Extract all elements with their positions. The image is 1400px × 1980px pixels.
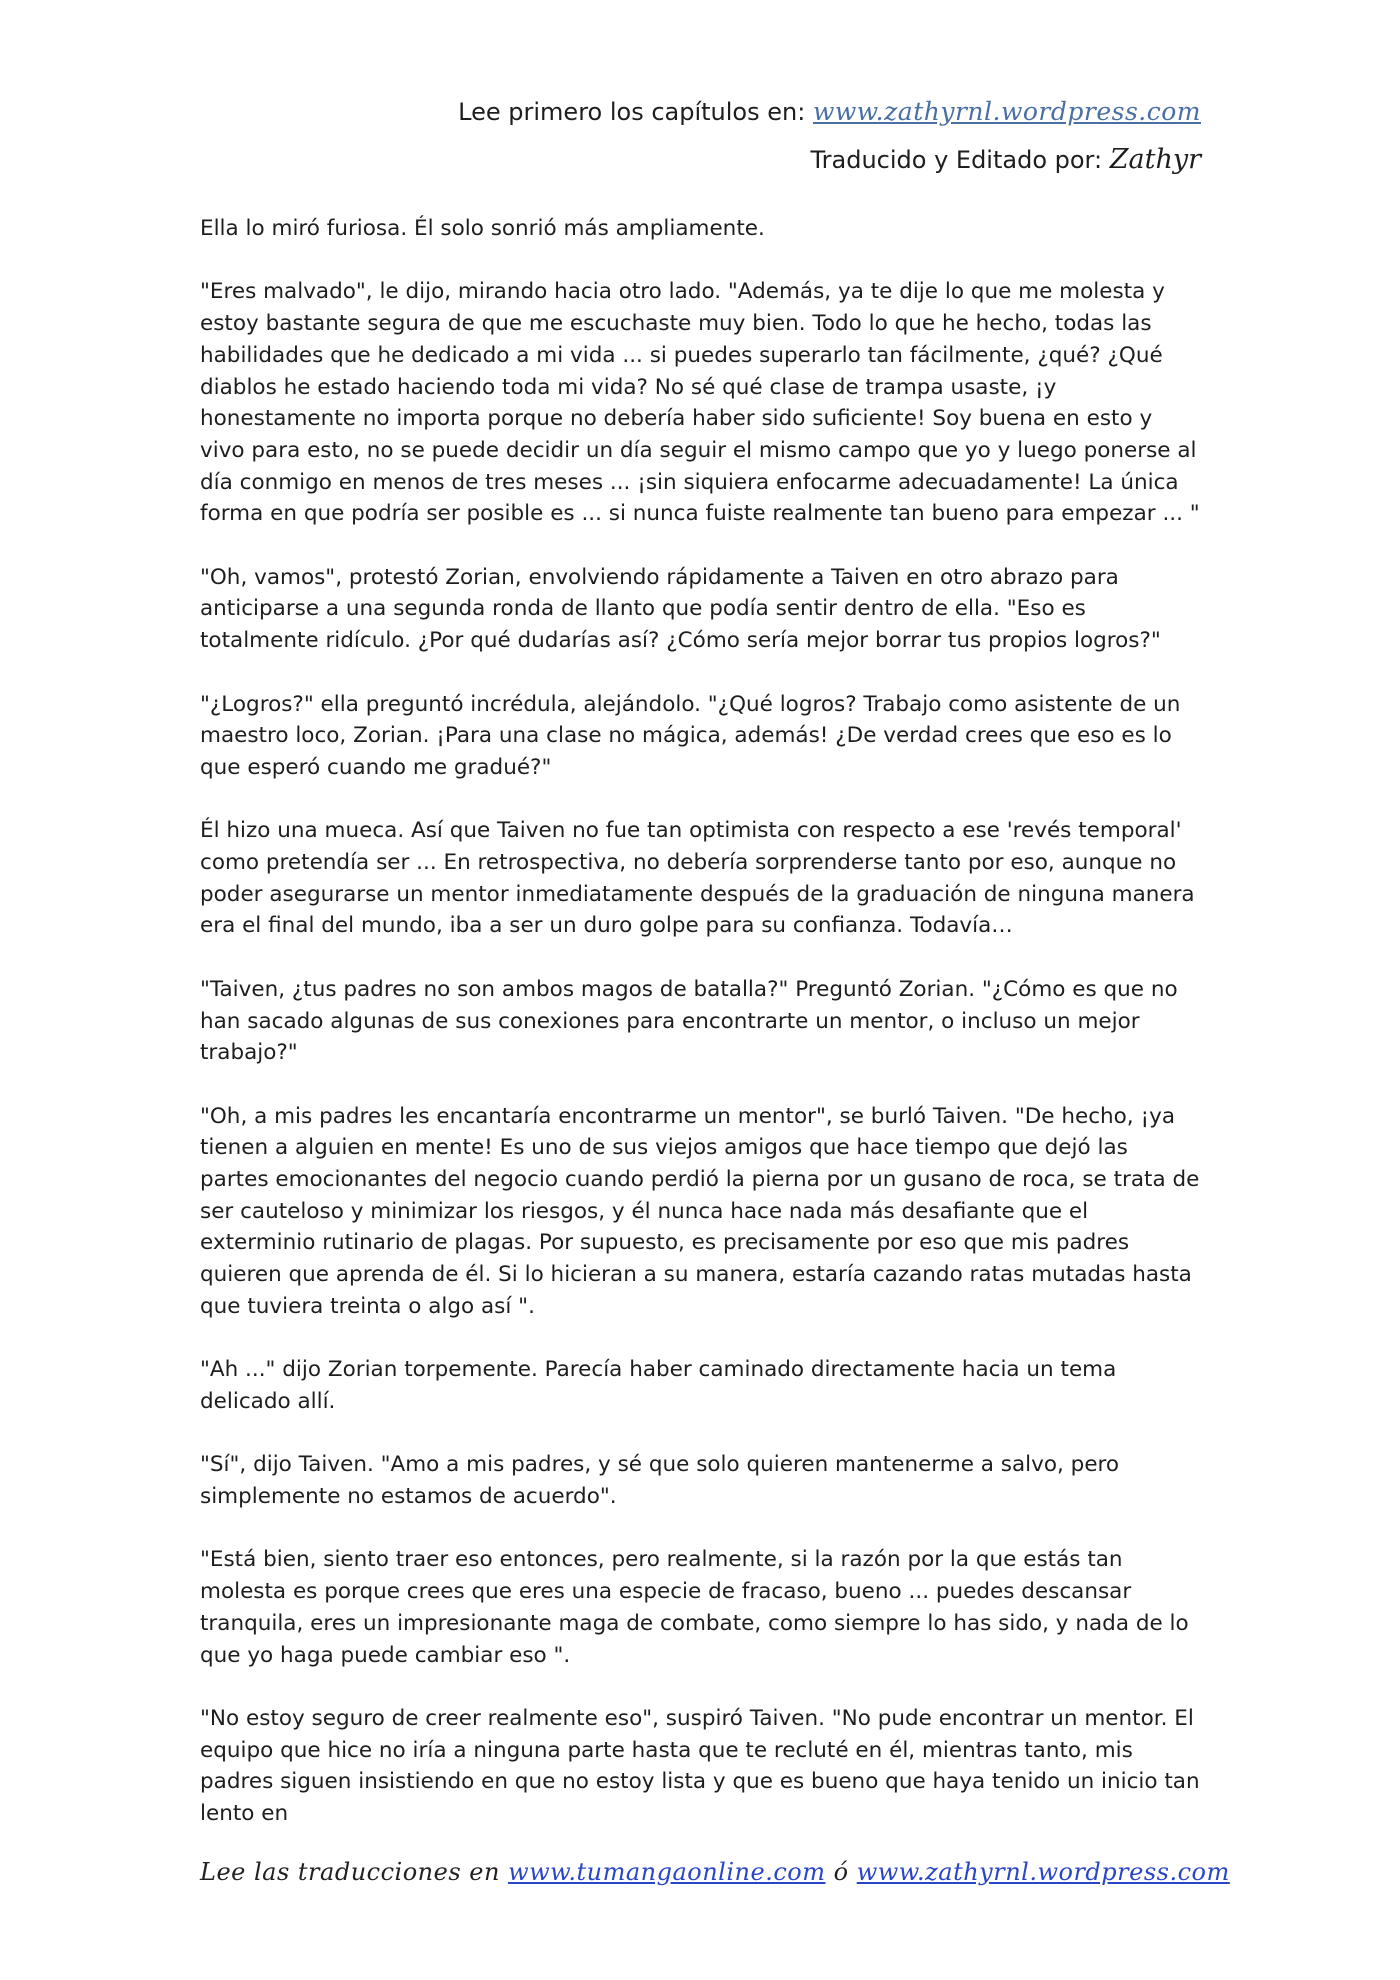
paragraph: "No estoy seguro de creer realmente eso", suspiró Taiven. "No pude encontrar un mentor. El equipo que hice no iría a ninguna parte hasta que te recluté en él, mientras tanto, mis padres siguen insistiendo en que no estoy lista y que es bueno que haya tenido un inicio tan lento en bbox=[200, 1705, 1200, 1826]
read-first-link[interactable]: www.zathyrnl.wordpress.com bbox=[812, 97, 1201, 126]
paragraph: "Ah ..." dijo Zorian torpemente. Parecía haber caminado directamente hacia un tema delicado allí. bbox=[200, 1357, 1117, 1414]
footer-separator: ó bbox=[833, 1858, 849, 1886]
read-first-label: Lee primero los capítulos en: bbox=[458, 98, 806, 126]
paragraph: "Oh, a mis padres les encantaría encontrarme un mentor", se burló Taiven. "De hecho, ¡ya tienen a alguien en mente! Es uno de sus viejos amigos que hace tiempo que dejó las partes emocionantes del negocio cuando perdió la pierna por un gusano de roca, se trata de ser cauteloso y minimizar los riesgos, y él nunca hace nada más desafiante que el exterminio rutinario de plagas. Por supuesto, es precisamente por eso que mis padres quieren que aprenda de él. Si lo hicieran a su manera, estaría cazando ratas mutadas hasta que tuviera treinta o algo así ". bbox=[200, 1103, 1200, 1319]
read-first-line bbox=[458, 88, 1201, 136]
page-header bbox=[458, 88, 1201, 184]
paragraph: "Sí", dijo Taiven. "Amo a mis padres, y sé que solo quieren mantenerme a salvo, pero simplemente no estamos de acuerdo". bbox=[200, 1452, 1120, 1509]
footer-link-tumangaonline[interactable]: www.tumangaonline.com bbox=[508, 1858, 826, 1886]
paragraph: Él hizo una mueca. Así que Taiven no fue tan optimista con respecto a ese 'revés temporal' como pretendía ser ... En retrospectiva, no debería sorprenderse tanto por eso, aunque no poder asegurarse un mentor inmediatamente después de la graduación de ninguna manera era el final del mundo, iba a ser un duro golpe para su confianza. Todavía… bbox=[200, 818, 1195, 939]
paragraph: "Oh, vamos", protestó Zorian, envolviendo rápidamente a Taiven en otro abrazo para anticiparse a una segunda ronda de llanto que podía sentir dentro de ella. "Eso es totalmente ridículo. ¿Por qué dudarías así? ¿Cómo sería mejor borrar tus propios logros?" bbox=[200, 564, 1161, 654]
translated-by-label: Traducido y Editado por: bbox=[810, 146, 1103, 174]
translated-by-line bbox=[458, 136, 1201, 184]
paragraph: "¿Logros?" ella preguntó incrédula, alejándolo. "¿Qué logros? Trabajo como asistente de un maestro loco, Zorian. ¡Para una clase no mágica, además! ¿De verdad crees que eso es lo que esperó cuando me gradué?" bbox=[200, 691, 1181, 780]
paragraph: Ella lo miró furiosa. Él solo sonrió más ampliamente. bbox=[200, 216, 765, 241]
page-footer bbox=[200, 1858, 1230, 1886]
footer-label: Lee las traducciones en bbox=[200, 1858, 500, 1886]
footer-link-zathyrnl[interactable]: www.zathyrnl.wordpress.com bbox=[856, 1858, 1230, 1886]
paragraph: "Está bien, siento traer eso entonces, pero realmente, si la razón por la que estás tan molesta es porque crees que eres una especie de fracaso, bueno ... puedes descansar tranquila, eres un impresionante maga de combate, como siempre lo has sido, y nada de lo que yo haga puede cambiar eso ". bbox=[200, 1547, 1189, 1668]
translator-name: Zathyr bbox=[1109, 144, 1201, 175]
chapter-text bbox=[200, 213, 1203, 1861]
paragraph: "Taiven, ¿tus padres no son ambos magos de batalla?" Preguntó Zorian. "¿Cómo es que no han sacado algunas de sus conexiones para encontrarte un mentor, o incluso un mejor trabajo?" bbox=[200, 976, 1178, 1066]
paragraph: "Eres malvado", le dijo, mirando hacia otro lado. "Además, ya te dije lo que me molesta y estoy bastante segura de que me escuchaste muy bien. Todo lo que he hecho, todas las habilidades que he dedicado a mi vida ... si puedes superarlo tan fácilmente, ¿qué? ¿Qué diablos he estado haciendo toda mi vida? No sé qué clase de trampa usaste, ¡y honestamente no importa porque no debería haber sido suficiente! Soy buena en esto y vivo para esto, no se puede decidir un día seguir el mismo campo que yo y luego ponerse al día conmigo en menos de tres meses ... ¡sin siquiera enfocarme adecuadamente! La única forma en que podría ser posible es ... si nunca fuiste realmente tan bueno para empezar ... " bbox=[200, 279, 1200, 527]
